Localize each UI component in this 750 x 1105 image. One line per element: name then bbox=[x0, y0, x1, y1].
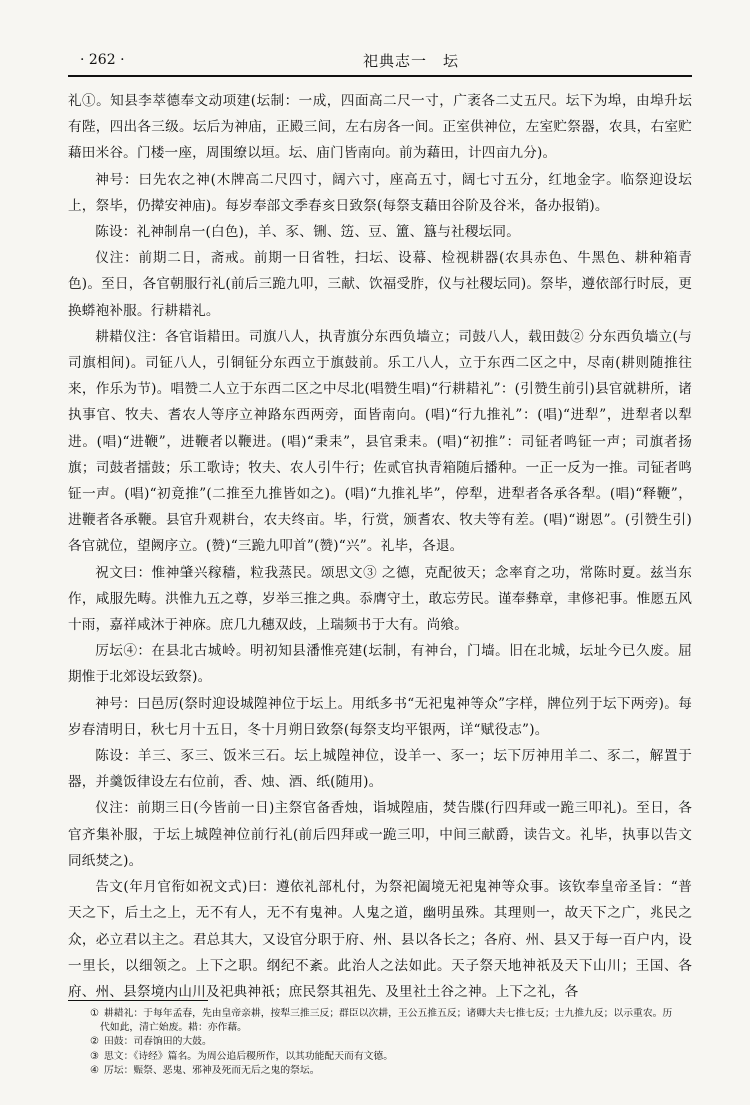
main-text bbox=[68, 88, 692, 1005]
page-header bbox=[68, 44, 692, 74]
footnote bbox=[86, 1007, 680, 1035]
footnote-mark: ① bbox=[90, 1008, 99, 1019]
paragraph: 仪注：前期三日(今皆前一日)主祭官备香烛，诣城隍庙，焚告牒(行四拜或一跪三叩礼)。至日，各官齐集补服，于坛上城隍神位前行礼(前后四拜或一跪三叩，中间三献爵，读告文。礼毕，执事以告文同纸焚之)。 bbox=[68, 800, 692, 869]
footnote-rule bbox=[68, 1000, 208, 1001]
paragraph: 神号：曰邑厉(祭时迎设城隍神位于坛上。用纸多书“无祀鬼神等众”字样，牌位列于坛下两旁)。每岁春清明日，秋七月十五日，冬十月朔日致祭(每祭支均平银两，详“赋役志”)。 bbox=[68, 695, 692, 738]
paragraph: 仪注：前期二日，斋戒。前期一日省牲，扫坛、设幕、检视耕器(农具赤色、牛黑色、耕种箱青色)。至日，各官朝服行礼(前后三跪九叩，三献、饮福受胙，仪与社稷坛同)。祭毕，遵依部行时辰，更换蟒袍补服。行耕耤礼。 bbox=[68, 250, 692, 319]
footnote-mark: ④ bbox=[90, 1064, 99, 1076]
header-rule bbox=[68, 75, 692, 77]
footnote bbox=[86, 1050, 680, 1064]
paragraph: 陈设：礼神制帛一(白色)，羊、豕、铏、笾、豆、簠、簋与社稷坛同。 bbox=[95, 224, 521, 241]
page-number: · 262 · bbox=[80, 52, 125, 68]
footnote-text: 厉坛：赈祭、恶鬼、邪神及死而无后之鬼的祭坛。 bbox=[104, 1064, 320, 1076]
footnote bbox=[86, 1035, 680, 1049]
paragraph: 耕耤仪注：各官诣耤田。司旗八人，执青旗分东西负墙立；司鼓八人，载田鼓② 分东西负墙立(与司旗相间)。司钲八人，引铜钲分东西立于旗鼓前。乐工八人，立于东西二区之中，尽南(耕则随推往来，作乐为节)。唱赞二人立于东西二区之中尽北(唱赞生唱)“行耕耤礼”：(引赞生前引)县官就耕所，诸执事官、牧夫、耆农人等序立神路东西两旁，面皆南向。(唱)“行九推礼”：(唱)“进犁”，进犁者以犁进。(唱)“进鞭”，进鞭者以鞭进。(唱)“秉耒”，县官秉耒。(唱)“初推”：司钲者鸣钲一声；司旗者扬旗；司鼓者擂鼓；乐工歌诗；牧夫、农人引牛行；佐贰官执青箱随后播种。一正一反为一推。司钲者鸣钲一声。(唱)“初竟推”(二推至九推皆如之)。(唱)“九推礼毕”，停犁，进犁者各承各犁。(唱)“释鞭”，进鞭者各承鞭。县官升观耕台，农夫终亩。毕，行赏，颁耆农、牧夫等有差。(唱)“谢恩”。(引赞生引)各官就位，望阙序立。(赞)“三跪九叩首”(赞)“兴”。礼毕，各退。 bbox=[68, 328, 692, 555]
paragraph: 厉坛④：在县北古城岭。明初知县潘惟亮建(坛制，有神台，门墙。旧在北城，坛址今已久废。屈期惟于北郊设坛致祭)。 bbox=[68, 643, 692, 686]
running-title: 祀典志一 坛 bbox=[363, 52, 460, 70]
footnote-text: 耕耤礼：于每年孟春，先由皇帝亲耕，按犁三推三反；群臣以次耕，王公五推五反；诸卿大夫七推七反；士九推九反；以示重农。历代如此，清亡始废。耤：亦作藉。 bbox=[100, 1008, 673, 1034]
paragraph: 礼①。知县李萃德奉文动项建(坛制：一成，四面高二尺一寸，广袤各二丈五尺。坛下为埠，由埠升坛有陛，四出各三级。坛后为神庙，正殿三间，左右房各一间。正室供神位，左室贮祭器，农具，右室贮藉田米谷。门楼一座，周围缭以垣。坛、庙门皆南向。前为藉田，计四亩九分)。 bbox=[68, 93, 692, 162]
footnote-text: 田鼓：司春饷田的大鼓。 bbox=[104, 1036, 212, 1048]
footnotes bbox=[86, 1007, 680, 1078]
paragraph: 陈设：羊三、豕三、饭米三石。坛上城隍神位，设羊一、豕一；坛下厉神用羊二、豕二，解置于器，并羹饭律设左右位前，香、烛、酒、纸(随用)。 bbox=[68, 748, 692, 791]
footnote bbox=[86, 1064, 680, 1078]
footnote-mark: ③ bbox=[90, 1050, 99, 1062]
paragraph: 告文(年月官衔如祝文式)曰：遵依礼部札付，为祭祀阖境无祀鬼神等众事。该钦奉皇帝圣旨：“普天之下，后土之上，无不有人，无不有鬼神。人鬼之道，幽明虽殊。其理则一，故天下之广，兆民之众，必立君以主之。君总其大，又设官分职于府、州、县以各长之；各府、州、县又于每一百户内，设一里长，以细领之。上下之职。纲纪不紊。此治人之法如此。天子祭天地神祇及天下山川；王国、各府、州、县祭境内山川及祀典神祇；庶民祭其祖先、及里社土谷之神。上下之礼，各 bbox=[68, 879, 692, 1000]
footnote-mark: ② bbox=[90, 1036, 99, 1048]
paragraph: 神号：曰先农之神(木牌高二尺四寸，阔六寸，座高五寸，阔七寸五分，红地金字。临祭迎设坛上，祭毕，仍撵安神庙)。每岁奉部文季春亥日致祭(每祭支藉田谷阶及谷米，备办报销)。 bbox=[68, 171, 692, 214]
paragraph: 祝文曰：惟神肇兴稼穑，粒我蒸民。颂思文③ 之德，克配彼天；念率育之功，常陈时夏。兹当东作，咸服先畴。洪惟九五之尊，岁举三推之典。忝膺守土，敢忘劳民。谨奉彝章，聿修祀事。惟愿五风十雨，嘉祥咸沐于神庥。庶几九穗双歧，上瑞频书于大有。尚飨。 bbox=[68, 564, 692, 634]
footnote-text: 思文：《诗经》篇名。为周公追后稷所作，以其功能配天而有文德。 bbox=[104, 1050, 394, 1062]
